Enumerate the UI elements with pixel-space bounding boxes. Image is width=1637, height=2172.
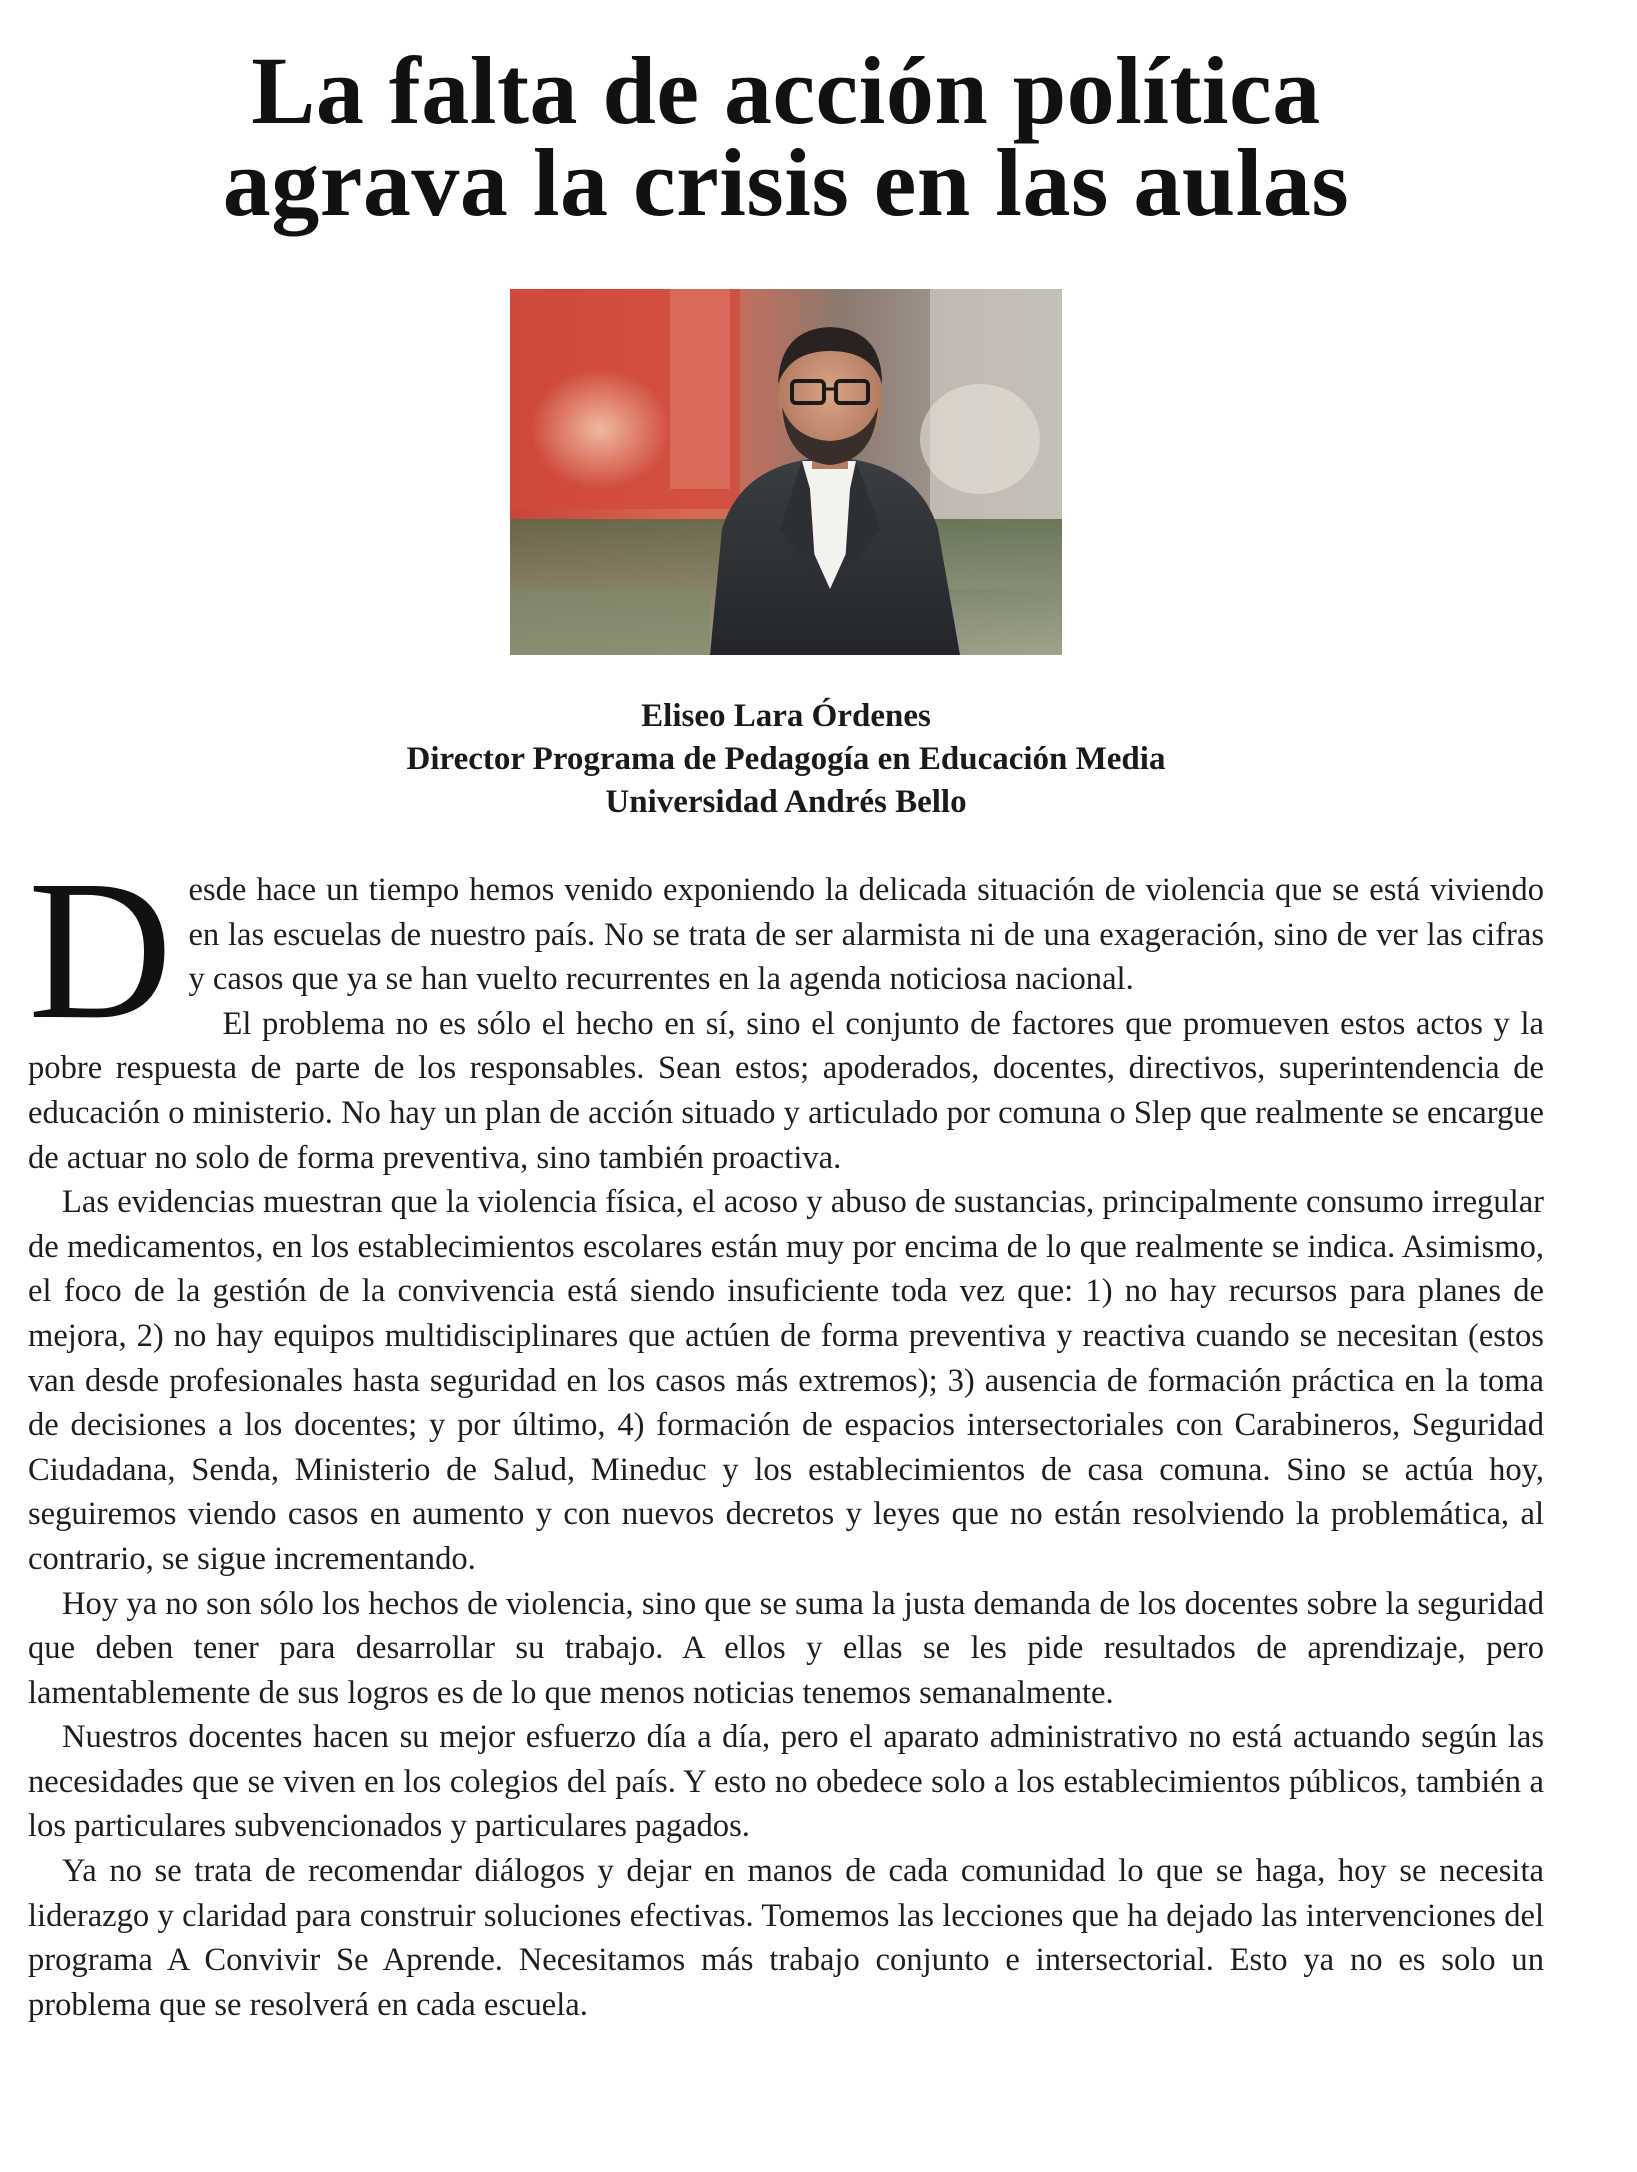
author-name: Eliseo Lara Órdenes: [641, 698, 931, 734]
headline: [28, 37, 1544, 236]
paragraph-2: El problema no es sólo el hecho en sí, sino el conjunto de factores que promueven estos actos y la pobre respuesta de parte de los responsables. Sean estos; apoderados, docentes, directivos, superintendencia de educación o ministerio. No hay un plan de acción situado y articulado por comuna o Slep que realmente se encargue de actuar no solo de forma preventiva, sino también proactiva.: [28, 1005, 1544, 1176]
headline-line-2: agrava la crisis en las aulas: [222, 129, 1350, 236]
paragraph-6: Ya no se trata de recomendar diálogos y dejar en manos de cada comunidad lo que se haga, hoy se necesita liderazgo y claridad para construir soluciones efectivas. Tomemos las lecciones que ha dejado las intervenciones del programa A Convivir Se Aprende. Necesitamos más trabajo conjunto e intersectorial. Esto ya no es solo un problema que se resolverá en cada escuela.: [28, 1853, 1544, 2023]
author-institution: Universidad Andrés Bello: [605, 784, 967, 820]
paragraph-3: Las evidencias muestran que la violencia física, el acoso y abuso de sustancias, principalmente consumo irregular de medicamentos, en los establecimientos escolares están muy por encima de lo que realmente se indica. Asimismo, el foco de la gestión de la convivencia está siendo insuficiente toda vez que: 1) no hay recursos para planes de mejora, 2) no hay equipos multidisciplinares que actúen de forma preventiva y reactiva cuando se necesitan (estos van desde profesionales hasta seguridad en los casos más extremos); 3) ausencia de formación práctica en la toma de decisiones a los docentes; y por último, 4) formación de espacios intersectoriales con Carabineros, Seguridad Ciudadana, Senda, Ministerio de Salud, Mineduc y los establecimientos de casa comuna. Sino se actúa hoy, seguiremos viendo casos en aumento y con nuevos decretos y leyes que no están resolviendo la problemática, al contrario, se sigue incrementando.: [28, 1184, 1544, 1577]
byline: [28, 695, 1544, 824]
author-photo: [510, 289, 1062, 655]
paragraph-5: Nuestros docentes hacen su mejor esfuerzo día a día, pero el aparato administrativo no está actuando según las necesidades que se viven en los colegios del país. Y esto no obedece solo a los establecimientos públicos, también a los particulares subvencionados y particulares pagados.: [28, 1719, 1544, 1845]
headline-line-1: La falta de acción política: [251, 37, 1321, 144]
paragraph-1: [28, 840, 1544, 1061]
portrait-photo-icon: [510, 289, 1062, 655]
drop-cap: D: [28, 840, 173, 1061]
article-body: [28, 840, 1544, 2027]
paragraph-1-text: esde hace un tiempo hemos venido exponiendo la delicada situación de violencia que se está viviendo en las escuelas de nuestro país. No se trata de ser alarmista ni de una exageración, sino de ver las cifras y casos que ya se han vuelto recurrentes en la agenda noticiosa nacional.: [188, 872, 1544, 998]
author-position: Director Programa de Pedagogía en Educación Media: [406, 741, 1166, 777]
paragraph-4: Hoy ya no son sólo los hechos de violencia, sino que se suma la justa demanda de los docentes sobre la seguridad que deben tener para desarrollar su trabajo. A ellos y ellas se les pide resultados de aprendizaje, pero lamentablemente de sus logros es de lo que menos noticias tenemos semanalmente.: [28, 1585, 1544, 1711]
